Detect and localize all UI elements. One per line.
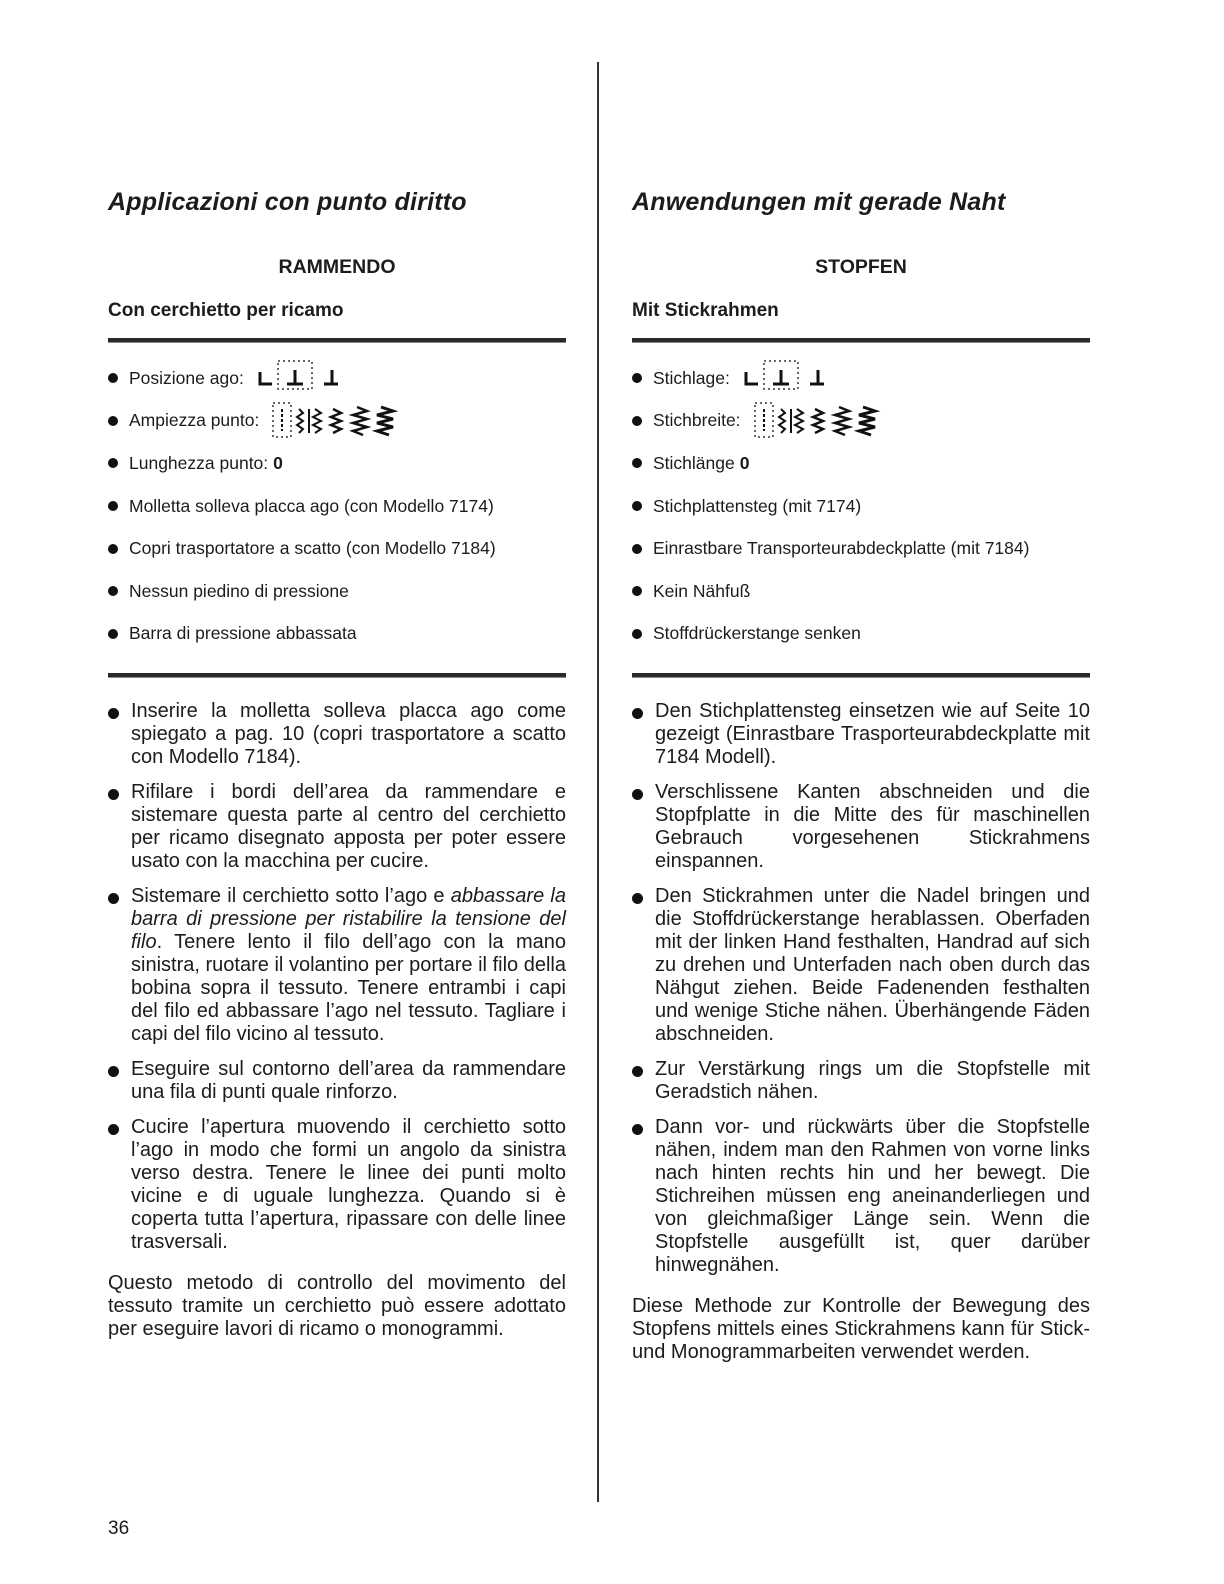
sub-sub-title: Con cerchietto per ricamo: [108, 300, 344, 321]
column-divider: [597, 62, 599, 1502]
setting-item: [632, 485, 1090, 528]
step-text: Den Stickrahmen unter die Nadel bringen und die Stoffdrückerstange herablassen. Oberfaden mit der linken Hand festhalten, Handrad auf sich zu drehen und Unterfaden nach oben durch das Nähgut ziehen. Beide Fadenenden festhalten und wenige Stiche nähen. Überhängende Fäden abschneiden.: [655, 885, 1090, 1046]
setting-label: Copri trasportatore a scatto (con Modello 7184): [129, 538, 496, 559]
step-item: [108, 885, 566, 1046]
stitch-width-icon: [269, 401, 419, 441]
setting-item: [632, 613, 1090, 656]
step-text: Dann vor- und rückwärts über die Stopfstelle nähen, indem man den Rahmen von vorne links nach hinten rechts hin und her bewegt. Die Stichreihen müssen eng aneinanderliegen und von gleichmaßiger Länge sein. Wenn die Stopfstelle ausgefüllt ist, quer darüber hinwegnähen.: [655, 1116, 1090, 1277]
bullet-icon: [108, 629, 118, 639]
sub-title: STOPFEN: [815, 256, 907, 278]
setting-item: [108, 485, 566, 528]
setting-label: Posizione ago:: [129, 367, 244, 388]
needle-position-icon: [740, 358, 840, 398]
page-number: 36: [108, 1518, 130, 1539]
bullet-icon: [108, 1124, 119, 1135]
rule-top: [108, 338, 566, 343]
setting-label: Ampiezza punto:: [129, 410, 260, 431]
bullet-icon: [108, 789, 119, 800]
step-item: [108, 1058, 566, 1104]
setting-item: [108, 613, 566, 656]
bullet-icon: [632, 893, 643, 904]
step-item: [632, 1058, 1090, 1104]
step-item: [108, 781, 566, 873]
bullet-icon: [632, 1066, 643, 1077]
needle-position-icon: [254, 358, 354, 398]
bullet-icon: [108, 893, 119, 904]
step-item: [108, 1116, 566, 1254]
step-text: Verschlissene Kanten abschneiden und die Stopfplatte in die Mitte des für maschinellen Gebrauch vorgesehenen Stickrahmens einspannen.: [655, 781, 1090, 873]
setting-item: [108, 570, 566, 613]
setting-label: Lunghezza punto:: [129, 452, 269, 473]
sub-title: RAMMENDO: [278, 256, 396, 278]
setting-item: [108, 357, 566, 400]
steps-list: [632, 700, 1090, 1277]
step-text-emphasis: abbassare la barra di pressione per ristabilire la tensione del filo: [131, 885, 566, 954]
right-column: [632, 188, 1090, 1384]
step-text: Cucire l’apertura muovendo il cerchietto sotto l’ago in modo che formi un angolo da sinistra verso destra. Tenere le linee dei punti molto vicine e di uguale lunghezza. Quando si è coperta tutta l’apertura, ripassare con delle linee trasversali.: [131, 1116, 566, 1254]
settings-list: [632, 357, 1090, 655]
bullet-icon: [108, 544, 118, 554]
setting-item: [108, 400, 566, 443]
setting-label: Stichlänge: [653, 452, 735, 473]
setting-label: Molletta solleva placca ago (con Modello 7174): [129, 495, 494, 516]
bullet-icon: [632, 373, 642, 383]
step-text: Zur Verstärkung rings um die Stopfstelle mit Geradstich nähen.: [655, 1058, 1090, 1104]
setting-label: Stichbreite:: [653, 410, 741, 431]
step-text: Rifilare i bordi dell’area da rammendare e sistemare questa parte al centro del cerchietto per ricamo disegnato apposta per poter essere usato con la macchina per cucire.: [131, 781, 566, 873]
bullet-icon: [632, 416, 642, 426]
final-paragraph: Questo metodo di controllo del movimento del tessuto tramite un cerchietto può essere adottato per eseguire lavori di ricamo o monogrammi.: [108, 1272, 566, 1341]
setting-label: Stichlage:: [653, 367, 730, 388]
bullet-icon: [632, 458, 642, 468]
bullet-icon: [632, 544, 642, 554]
setting-item: [632, 400, 1090, 443]
bullet-icon: [108, 586, 118, 596]
step-item: [632, 781, 1090, 873]
bullet-icon: [632, 708, 643, 719]
bullet-icon: [632, 1124, 643, 1135]
step-item: [632, 1116, 1090, 1277]
stitch-width-icon: [751, 401, 901, 441]
step-item: [108, 700, 566, 769]
setting-label: Einrastbare Transporteurabdeckplatte (mit 7184): [653, 538, 1030, 559]
rule-top: [632, 338, 1090, 343]
settings-list: [108, 357, 566, 655]
step-text: Den Stichplattensteg einsetzen wie auf Seite 10 gezeigt (Einrastbare Trasporteurabdeckplatte mit 7184 Modell).: [655, 700, 1090, 769]
bullet-icon: [108, 1066, 119, 1077]
setting-label: Stoffdrückerstange senken: [653, 623, 861, 644]
step-text-start: Sistemare il cerchietto sotto l’ago e: [131, 885, 451, 908]
setting-label: Nessun piedino di pressione: [129, 580, 349, 601]
section-title: Anwendungen mit gerade Naht: [632, 188, 1006, 216]
final-paragraph: Diese Methode zur Kontrolle der Bewegung des Stopfens mittels eines Stickrahmens kann für Stick- und Monogrammarbeiten verwendet werden.: [632, 1295, 1090, 1364]
setting-item: [632, 442, 1090, 485]
sub-sub-title: Mit Stickrahmen: [632, 300, 779, 321]
rule-bottom: [108, 673, 566, 678]
step-text-end: . Tenere lento il filo dell’ago con la mano sinistra, ruotare il volantino per portare il filo della bobina sopra il tessuto. Tenere entrambi i capi del filo ed abbassare l’ago nel tessuto. Tagliare i capi del filo vicino al tessuto.: [131, 931, 566, 1046]
rule-bottom: [632, 673, 1090, 678]
step-item: [632, 700, 1090, 769]
bullet-icon: [632, 501, 642, 511]
bullet-icon: [632, 629, 642, 639]
setting-item: [632, 357, 1090, 400]
bullet-icon: [108, 708, 119, 719]
step-text: Eseguire sul contorno dell’area da rammendare una fila di punti quale rinforzo.: [131, 1058, 566, 1104]
steps-list: [108, 700, 566, 1254]
bullet-icon: [632, 789, 643, 800]
bullet-icon: [108, 458, 118, 468]
setting-item: [632, 570, 1090, 613]
bullet-icon: [108, 416, 118, 426]
bullet-icon: [108, 373, 118, 383]
setting-label: Stichplattensteg (mit 7174): [653, 495, 862, 516]
bullet-icon: [632, 586, 642, 596]
setting-item: [108, 442, 566, 485]
setting-value: 0: [739, 452, 750, 473]
step-text: Inserire la molletta solleva placca ago come spiegato a pag. 10 (copri trasportatore a scatto con Modello 7184).: [131, 700, 566, 769]
bullet-icon: [108, 501, 118, 511]
step-item: [632, 885, 1090, 1046]
section-title: Applicazioni con punto diritto: [108, 188, 467, 216]
setting-item: [632, 527, 1090, 570]
setting-label: Kein Nähfuß: [653, 580, 751, 601]
setting-value: 0: [273, 452, 283, 473]
setting-item: [108, 527, 566, 570]
setting-label: Barra di pressione abbassata: [129, 623, 357, 644]
left-column: [108, 188, 566, 1361]
